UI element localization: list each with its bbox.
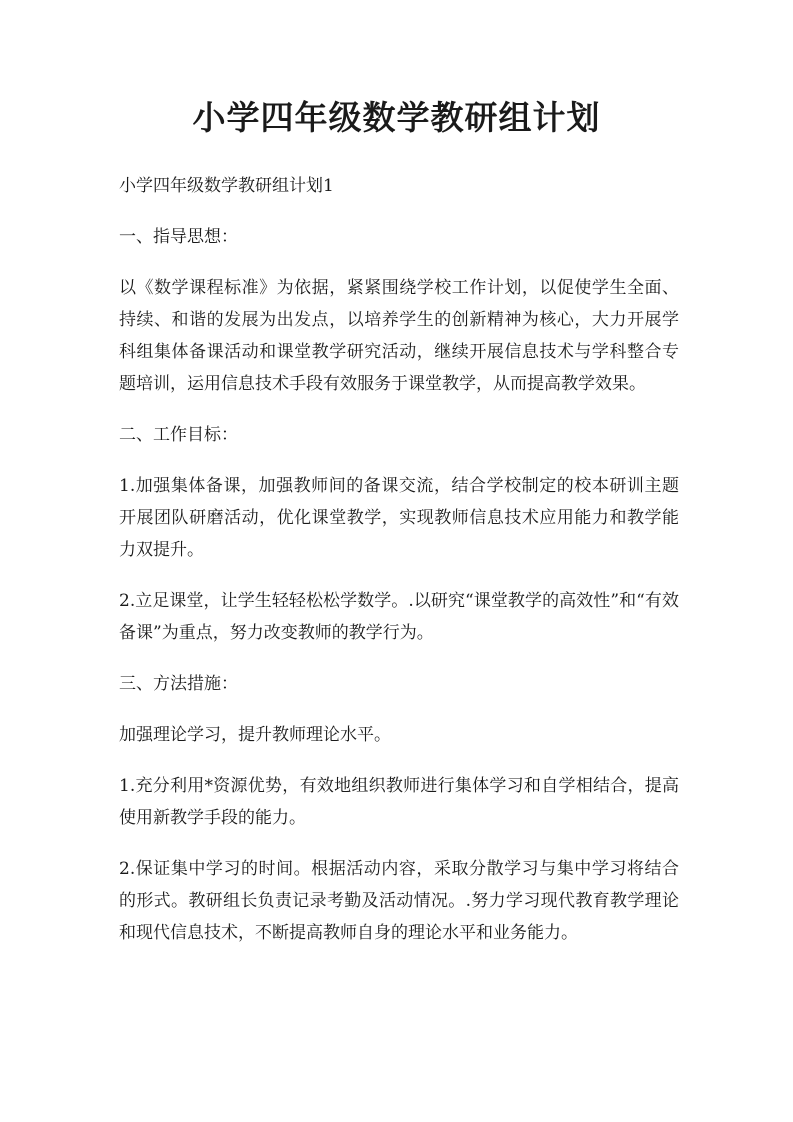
paragraph-goal-2: 2.立足课堂，让学生轻轻松松学数学。.以研究“课堂教学的高效性”和“有效备课”为重点，努力改变教师的教学行为。 (119, 591, 679, 643)
section-heading-measures: 三、方法措施： (119, 674, 238, 694)
paragraph-measures-intro: 加强理论学习，提升教师理论水平。 (119, 725, 391, 745)
paragraph-measure-1: 1.充分利用*资源优势，有效地组织教师进行集体学习和自学相结合，提高使用新教学手段的能力。 (119, 776, 679, 828)
paragraph-goal-1: 1.加强集体备课，加强教师间的备课交流，结合学校制定的校本研训主题开展团队研磨活动，优化课堂教学，实现教师信息技术应用能力和教学能力双提升。 (119, 476, 679, 560)
document-title: 小学四年级数学教研组计划 (192, 98, 601, 137)
paragraph-guiding-ideology: 以《数学课程标准》为依据，紧紧围绕学校工作计划，以促使学生全面、持续、和谐的发展为出发点，以培养学生的创新精神为核心，大力开展学科组集体备课活动和课堂教学研究活动，继续开展信息技术与学科整合专题培训，运用信息技术手段有效服务于课堂教学，从而提高教学效果。 (119, 278, 679, 394)
document-body (119, 170, 679, 968)
section-heading-work-goals: 二、工作目标： (119, 425, 238, 445)
paragraph-measure-2: 2.保证集中学习的时间。根据活动内容，采取分散学习与集中学习将结合的形式。教研组长负责记录考勤及活动情况。.努力学习现代教育教学理论和现代信息技术，不断提高教师自身的理论水平和业务能力。 (119, 859, 679, 943)
section-heading-guiding-ideology: 一、指导思想： (119, 227, 238, 247)
subtitle-paragraph: 小学四年级数学教研组计划1 (119, 176, 334, 196)
